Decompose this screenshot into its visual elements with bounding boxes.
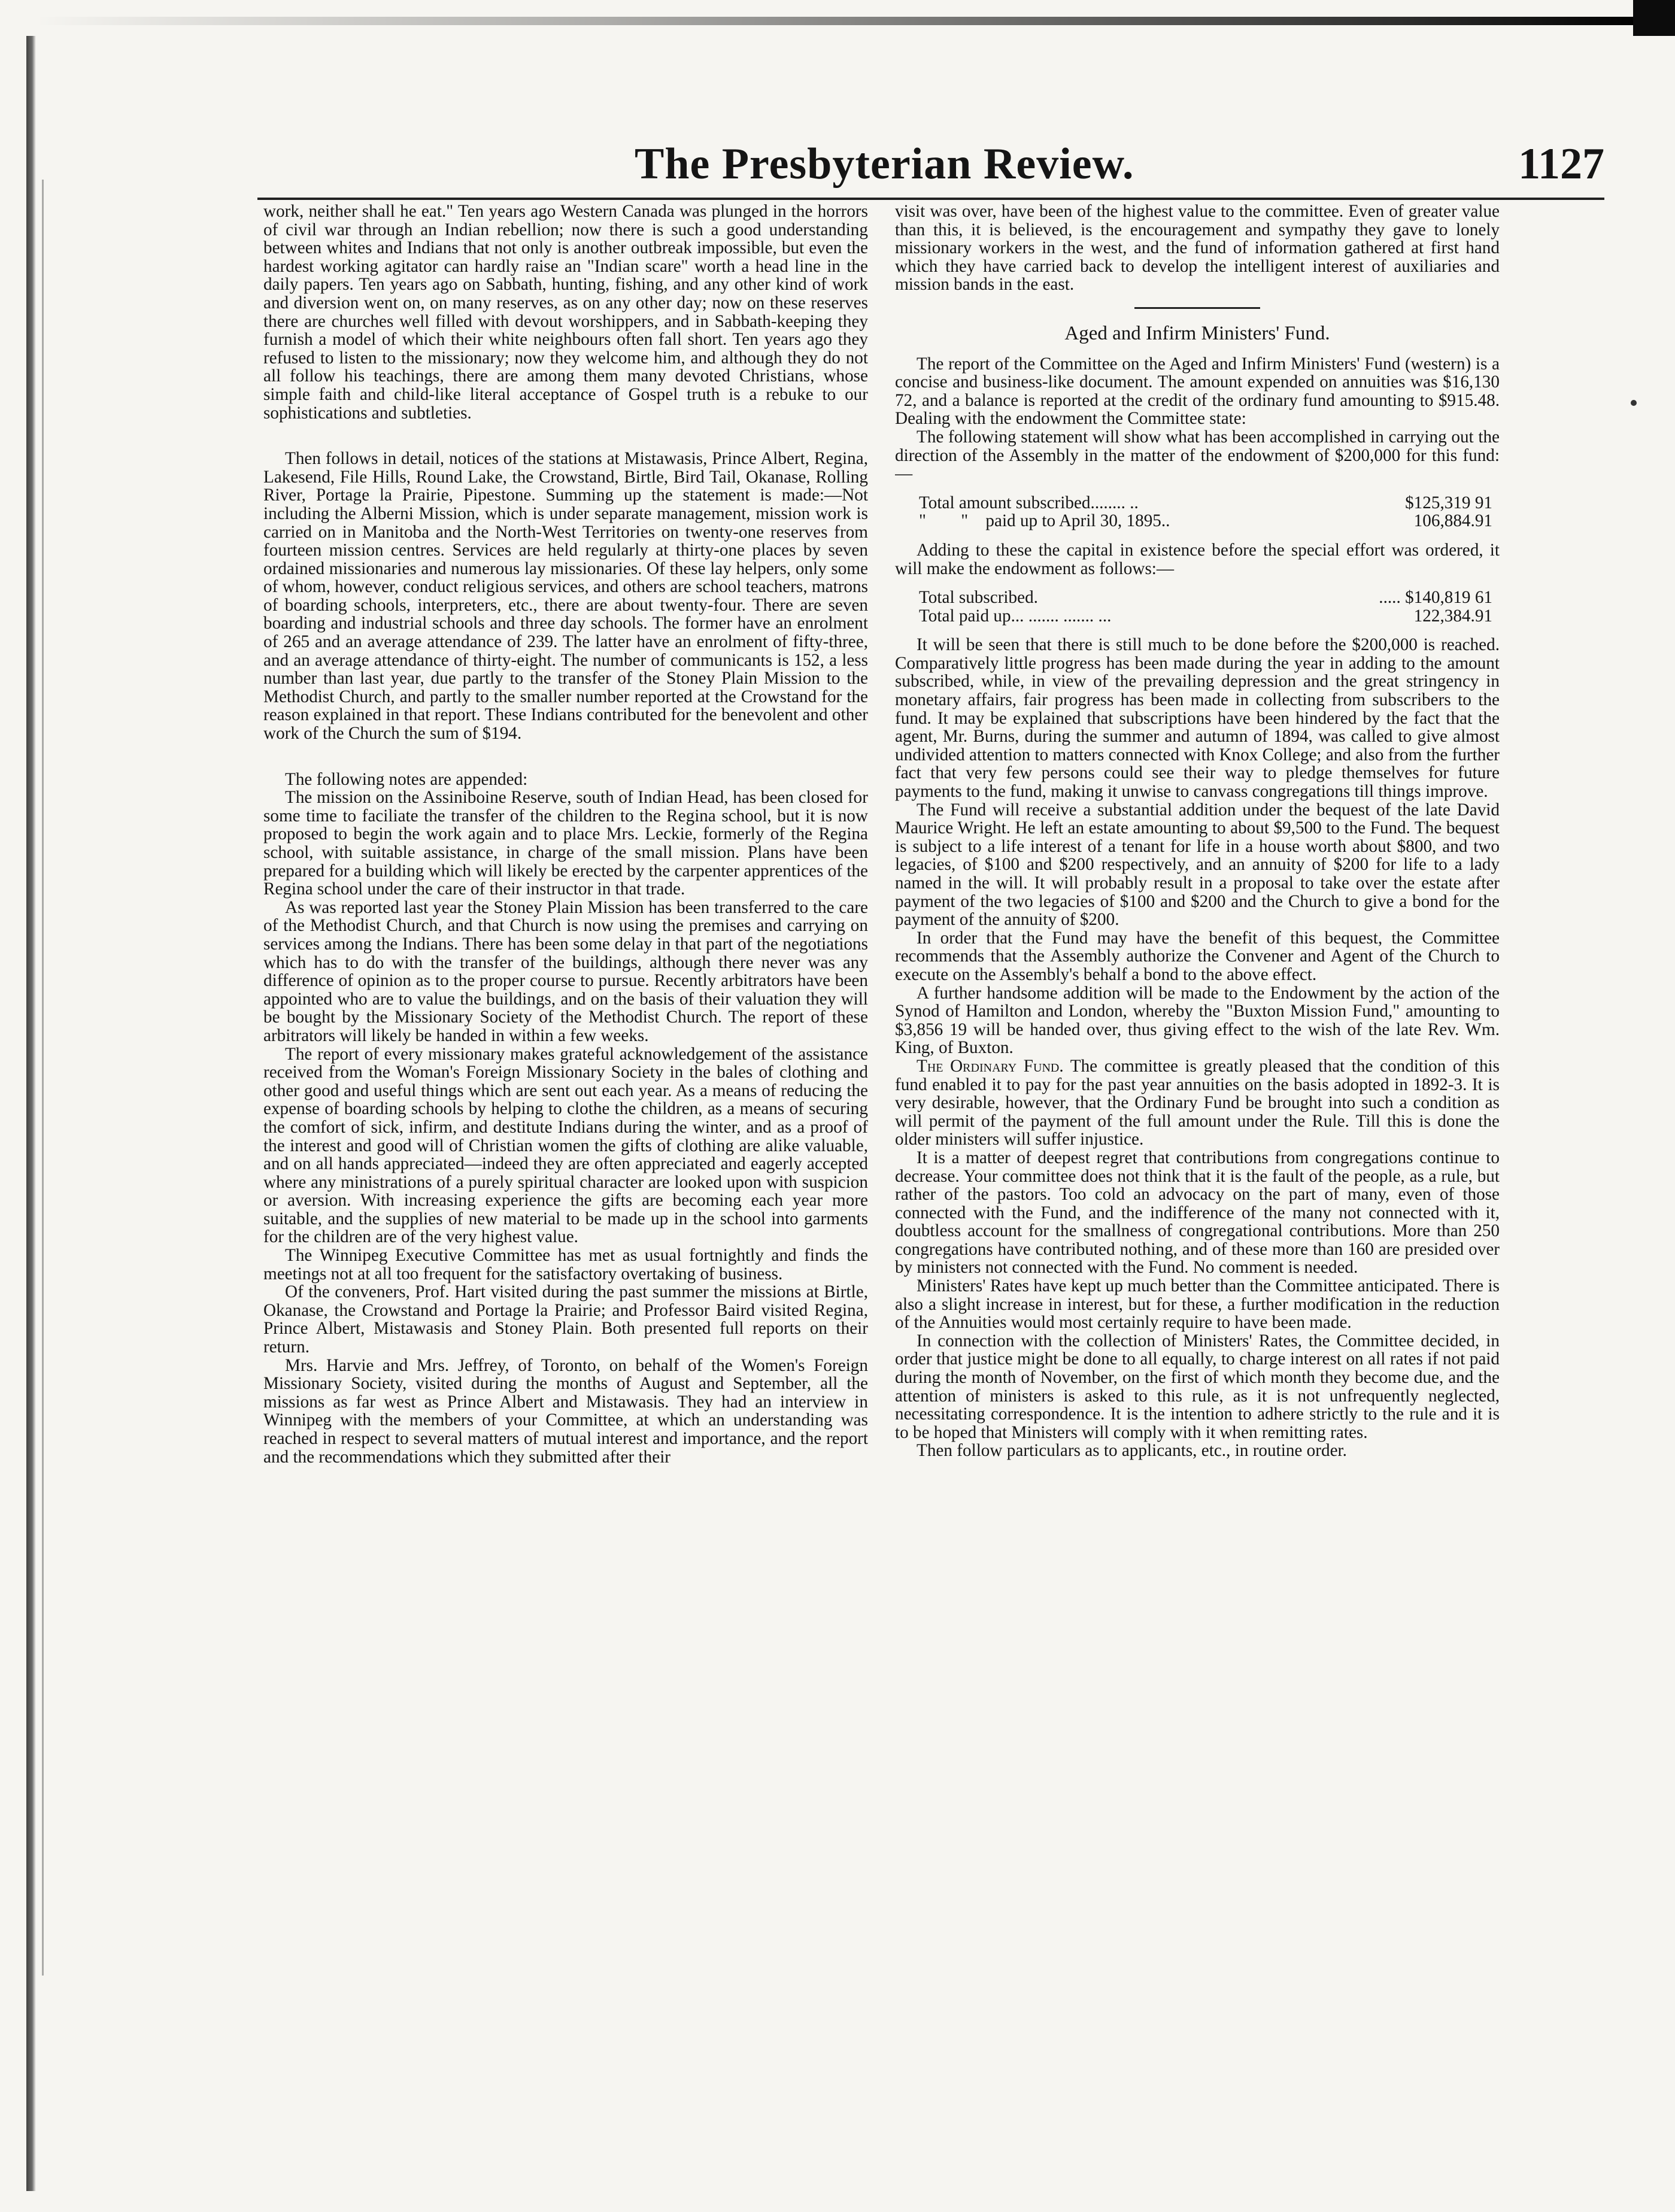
paragraph-gap — [263, 743, 868, 770]
left-column — [263, 202, 868, 2190]
table-row — [895, 588, 1500, 607]
run-in-heading: The Ordinary Fund. — [917, 1056, 1064, 1076]
row-amount: $125,319 91 — [1405, 493, 1492, 512]
endowment-table — [895, 494, 1500, 530]
endowment-total-table — [895, 588, 1500, 625]
paragraph: Ministers' Rates have kept up much better than the Committee anticipated. There is also a slight increase in interest, but for these, a further modification in the reduction of the Annuities would most certainly require to have been made. — [895, 1276, 1500, 1333]
row-amount: 106,884.91 — [1413, 511, 1492, 531]
scan-edge-left — [26, 36, 36, 2191]
section-title: Aged and Infirm Ministers' Fund. — [1064, 322, 1330, 344]
paragraph-text: The committee is greatly pleased that the condition of this fund enabled it to pay for the past year annuities on the basis adopted in 1892-3. It is very desirable, however, that the Ordinary Fund be brought into such a condition as will permit of the payment of the full amount under the Rule. Till this is done the older ministers will suffer injustice. — [895, 1056, 1500, 1149]
paragraph: In connection with the collection of Ministers' Rates, the Committee decided, in order that justice might be done to all equally, to charge interest on all rates if not paid during the month of November, on the first of which month they become due, and the attention of ministers is asked to this rule, as it is not unfrequently neglected, necessitating correspondence. It is the intention to adhere strictly to the rule and it is to be hoped that Ministers will comply with it when remitting rates. — [895, 1331, 1500, 1442]
paragraph — [895, 1057, 1500, 1149]
scan-edge-top — [36, 17, 1646, 25]
paragraph: The report of the Committee on the Aged and Infirm Ministers' Fund (western) is a concise and business-like document. The amount expended on annuities was $16,130 72, and a balance is reported at the credit of the ordinary fund amounting to $915.48. Dealing with the endowment the Committee state: — [895, 354, 1500, 429]
paragraph: work, neither shall he eat." Ten years ago Western Canada was plunged in the horrors of civil war through an Indian rebellion; now there is such a good understanding between whites and Indians that not only is another outbreak impossible, but even the hardest working agitator can hardly raise an "Indian scare" worth a head line in the daily papers. Ten years ago on Sabbath, hunting, fishing, and any other kind of work and diversion went on, on many reserves, as on any other day; now on these reserves there are churches well filled with devout worshippers, and in Sabbath-keeping they furnish a model of which their white neighbours often fall short. Ten years ago they refused to listen to the missionary; now they welcome him, and although they do not all follow his teachings, there are among them many devoted Christians, whose simple faith and child-like literal acceptance of Gospel truth is a rebuke to our sophistications and subtleties. — [263, 202, 868, 423]
page-number: 1127 — [1518, 139, 1604, 189]
paragraph: It will be seen that there is still much to be done before the $200,000 is reached. Comparatively little progress has been made during the year in adding to the amount subscribed, while, in view of the prevailing depression and the great stringency in monetary affairs, fair progress has been made in collecting from subscribers to the fund. It may be explained that subscriptions have been hindered by the fact that the agent, Mr. Burns, during the summer and autumn of 1894, was called to give almost undivided attention to matters connected with Knox College; and also from the further fact that very few persons could see their way to pledge themselves for future payments to the fund, making it unwise to canvass congregations till things improve. — [895, 635, 1500, 802]
paragraph: Of the conveners, Prof. Hart visited during the past summer the missions at Birtle, Okanase, the Crowstand and Portage la Prairie; and Professor Baird visited Regina, Prince Albert, Mistawasis and Stoney Plain. Both presented full reports on their return. — [263, 1282, 868, 1357]
paragraph: The Winnipeg Executive Committee has met as usual fortnightly and finds the meetings not at all too frequent for the satisfactory overtaking of business. — [263, 1246, 868, 1283]
table-row — [895, 494, 1500, 512]
paragraph: A further handsome addition will be made to the Endowment by the action of the Synod of Hamilton and London, whereby the "Buxton Mission Fund," amounting to $3,856 19 will be handed over, thus giving effect to the wish of the late Rev. Wm. King, of Buxton. — [895, 983, 1500, 1058]
table-row — [895, 512, 1500, 530]
row-label: Total subscribed. — [919, 588, 1038, 608]
paragraph: The Fund will receive a substantial addition under the bequest of the late David Maurice Wright. He left an estate amounting to about $9,500 to the Fund. The bequest is subject to a life interest of a tenant for life in a house worth about $800, and two legacies, of $100 and $200 respectively, and an annuity of $200 for life to a lady named in the will. It will probably result in a proposal to take over the estate after payment of the two legacies of $100 and $200 and the Church to give a bond for the payment of the annuity of $200. — [895, 800, 1500, 930]
paragraph: Then follows in detail, notices of the stations at Mistawasis, Prince Albert, Regina, Lakesend, File Hills, Round Lake, the Crowstand, Birtle, Bird Tail, Okanase, Rolling River, Portage la Prairie, Pipestone. Summing up the statement is made:—Not including the Alberni Mission, which is under separate management, mission work is carried on in Manitoba and the North-West Territories on twenty-one reserves from fourteen mission centres. Services are held regularly at thirty-one places by seven ordained missionaries and numerous lay missionaries. Of these lay helpers, only some of whom, however, conduct religious services, and others are school teachers, matrons of boarding schools, interpreters, etc., there are about twenty-four. There are seven boarding and industrial schools and three day schools. The former have an enrolment of 265 and an average attendance of 239. The latter have an enrolment of fifty-three, and an average attendance of thirty-eight. The number of communicants is 152, a less number than last year, due partly to the transfer of the Stoney Plain Mission to the Methodist Church, and partly to the smaller number reported at the Crowstand for the reason explained in that report. These Indians contributed for the benevolent and other work of the Church the sum of $194. — [263, 449, 868, 744]
paragraph: Then follow particulars as to applicants, etc., in routine order. — [917, 1441, 1347, 1461]
paragraph: Mrs. Harvie and Mrs. Jeffrey, of Toronto, on behalf of the Women's Foreign Missionary Society, visited during the months of August and September, all the missions as far west as Prince Albert and Mistawasis. They had an interview in Winnipeg with the members of your Committee, at which an understanding was reached in respect to several matters of mutual interest and importance, and the report and the recommendations which they submitted after their — [263, 1355, 868, 1467]
section-rule — [1134, 307, 1260, 309]
header-rule — [257, 198, 1604, 200]
row-label: Total paid up... ....... ....... ... — [919, 606, 1112, 626]
margin-dot — [1631, 400, 1637, 406]
page-header — [257, 139, 1604, 193]
right-column — [895, 202, 1500, 2190]
paragraph: The mission on the Assiniboine Reserve, south of Indian Head, has been closed for some time to faciliate the transfer of the children to the Regina school, but it is now proposed to begin the work again and to place Mrs. Leckie, formerly of the Regina school, with suitable assistance, in charge of the small mission. Plans have been prepared for a building which will likely be erected by the carpenter apprentices of the Regina school under the care of their instructor in that trade. — [263, 788, 868, 899]
paragraph: visit was over, have been of the highest value to the committee. Even of greater value than this, it is believed, is the encouragement and sympathy they gave to lonely missionary workers in the west, and the fund of information gathered at first hand which they have carried back to develop the intelligent interest of auxiliaries and mission bands in the east. — [895, 202, 1500, 295]
paragraph: The following notes are appended: — [285, 769, 528, 789]
publication-title: The Presbyterian Review. — [635, 139, 1134, 189]
scan-corner — [1633, 0, 1675, 36]
paragraph: The following statement will show what has been accomplished in carrying out the direction of the Assembly in the matter of the endowment of $200,000 for this fund:— — [895, 427, 1500, 484]
table-row — [895, 607, 1500, 626]
row-amount: 122,384.91 — [1413, 606, 1492, 626]
row-label: " " paid up to April 30, 1895.. — [919, 511, 1170, 531]
paragraph: Adding to these the capital in existence before the special effort was ordered, it will make the endowment as follows:— — [895, 540, 1500, 578]
row-label: Total amount subscribed........ .. — [919, 493, 1139, 512]
scan-line-left — [42, 180, 44, 1976]
paragraph: As was reported last year the Stoney Plain Mission has been transferred to the care of the Methodist Church, and that Church is now using the premises and carrying on services among the Indians. There has been some delay in that part of the negotiations which has to do with the transfer of the buildings, although there never was any difference of opinion as to the proper course to pursue. Recently arbitrators have been appointed who are to value the buildings, and on the basis of their valuation they will be bought by the Missionary Society of the Methodist Church. The report of these arbitrators will likely be handed in within a few weeks. — [263, 897, 868, 1045]
row-amount: ..... $140,819 61 — [1379, 588, 1492, 608]
paragraph-gap — [263, 422, 868, 450]
paragraph: It is a matter of deepest regret that contributions from congregations continue to decrease. Your committee does not think that it is the fault of the people, as a rule, but rather of the pastors. Too cold an advocacy on the part of many, even of those connected with the Fund, and the indifference of the many not connected with it, doubtless account for the smallness of congregational contributions. More than 250 congregations have contributed nothing, and of these more than 160 are presided over by ministers not connected with the Fund. No comment is needed. — [895, 1148, 1500, 1278]
paragraph: In order that the Fund may have the benefit of this bequest, the Committee recommends that the Assembly authorize the Convener and Agent of the Church to execute on the Assembly's behalf a bond to the above effect. — [895, 928, 1500, 984]
paragraph: The report of every missionary makes grateful acknowledgement of the assistance received from the Woman's Foreign Missionary Society in the bales of clothing and other good and useful things which are sent out each year. As a means of reducing the expense of boarding schools by helping to clothe the children, as a means of securing the comfort of sick, infirm, and destitute Indians during the winter, and as a proof of the interest and good will of Christian women the gifts of clothing are alike valuable, and on all hands appreciated—indeed they are often appreciated and eagerly accepted where any ministrations of a purely spiritual character are looked upon with suspicion or aversion. With increasing experience the gifts are becoming each year more suitable, and the supplies of new material to be made up in the school into garments for the children are of the very highest value. — [263, 1044, 868, 1247]
